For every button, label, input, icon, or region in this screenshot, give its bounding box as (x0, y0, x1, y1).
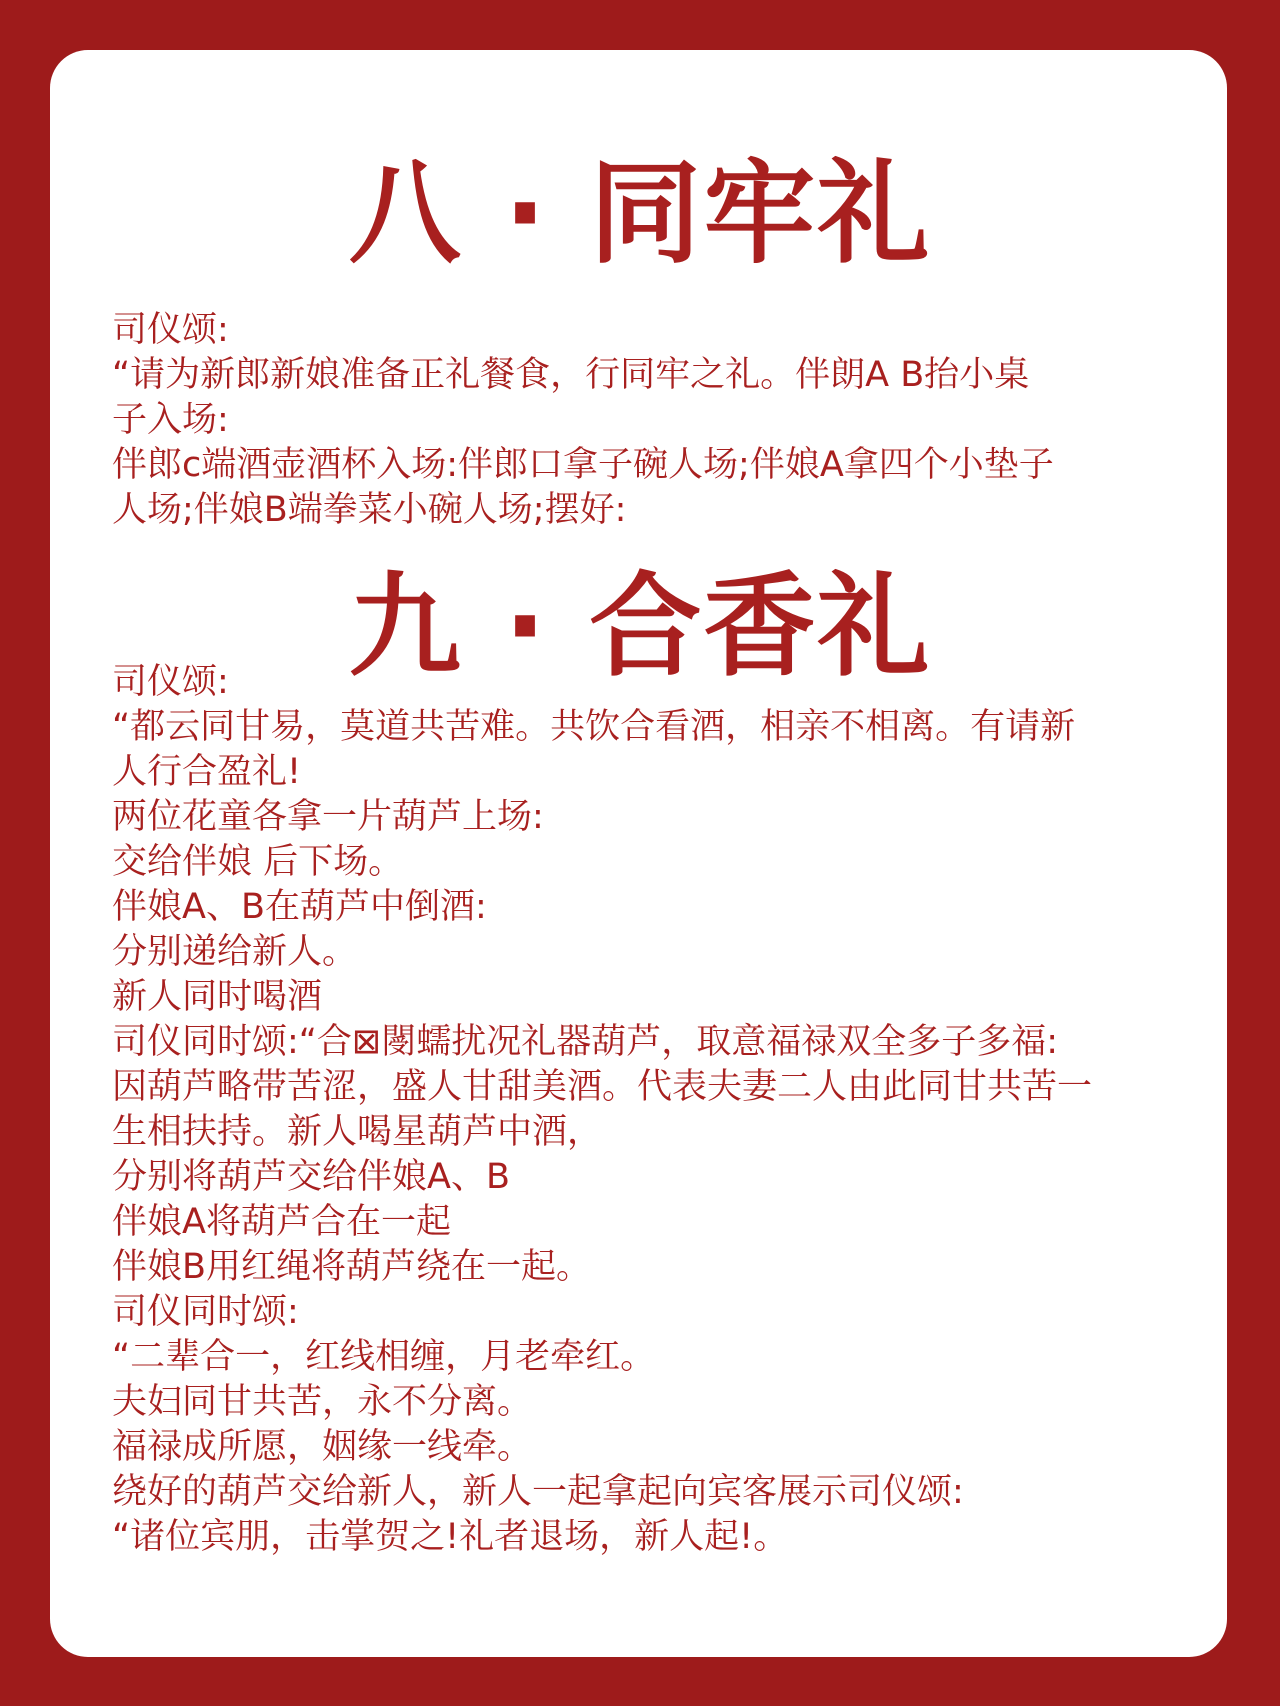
text-line: 分别将葫芦交给伴娘A、B (112, 1157, 510, 1197)
text-line: 司仪颂: (112, 310, 229, 350)
text-line: 两位花童各拿一片葫芦上场: (112, 797, 544, 837)
section-nine-text (112, 660, 1222, 1560)
text-line: 交给伴娘 后下场。 (112, 842, 404, 882)
text-line: 伴娘A将葫芦合在一起 (112, 1202, 451, 1242)
text-line: 子入场: (112, 400, 229, 440)
text-line: 伴娘A、B在葫芦中倒酒: (112, 887, 487, 927)
text-line: 人场;伴娘B端拳菜小碗人场;摆好: (112, 490, 627, 530)
text-line: “请为新郎新娘准备正礼餐食，行同牢之礼。伴朗A B抬小桌 (112, 355, 1030, 395)
text-line: 伴郎c端酒壶酒杯入场:伴郎口拿子碗人场;伴娘A拿四个小垫子 (112, 445, 1054, 485)
text-line: 人行合盈礼! (112, 752, 302, 792)
text-line: 司仪颂: (112, 662, 229, 702)
text-line: 司仪同时颂:“合⊠閿蠕扰况礼器葫芦，取意福禄双全多子多福: (112, 1022, 1059, 1062)
section-title-eight: 八 · 同牢礼 (348, 149, 932, 279)
section-title-nine: 九 · 合香礼 (348, 562, 932, 692)
text-line: 福禄成所愿，姻缘一线牵。 (112, 1427, 533, 1467)
text-line: “诸位宾朋，击掌贺之!礼者退场，新人起!。 (112, 1517, 789, 1557)
text-line: “二辈合一，红线相缠，月老牵红。 (112, 1337, 656, 1377)
text-line: 绕好的葫芦交给新人，新人一起拿起向宾客展示司仪颂: (112, 1472, 964, 1512)
text-line: 分别递给新人。 (112, 932, 358, 972)
section-eight-text (112, 308, 1222, 533)
text-line: 司仪同时颂: (112, 1292, 299, 1332)
text-line: “都云同甘易，莫道共苦难。共饮合看酒，相亲不相离。有请新 (112, 707, 1076, 747)
text-line: 伴娘B用红绳将葫芦绕在一起。 (112, 1247, 592, 1287)
text-line: 新人同时喝酒 (112, 977, 323, 1017)
text-line: 生相扶持。新人喝星葫芦中酒， (112, 1112, 603, 1152)
text-line: 夫妇同甘共苦，永不分离。 (112, 1382, 533, 1422)
text-line: 因葫芦略带苦涩，盛人甘甜美酒。代表夫妻二人由此同甘共苦一 (112, 1067, 1093, 1107)
